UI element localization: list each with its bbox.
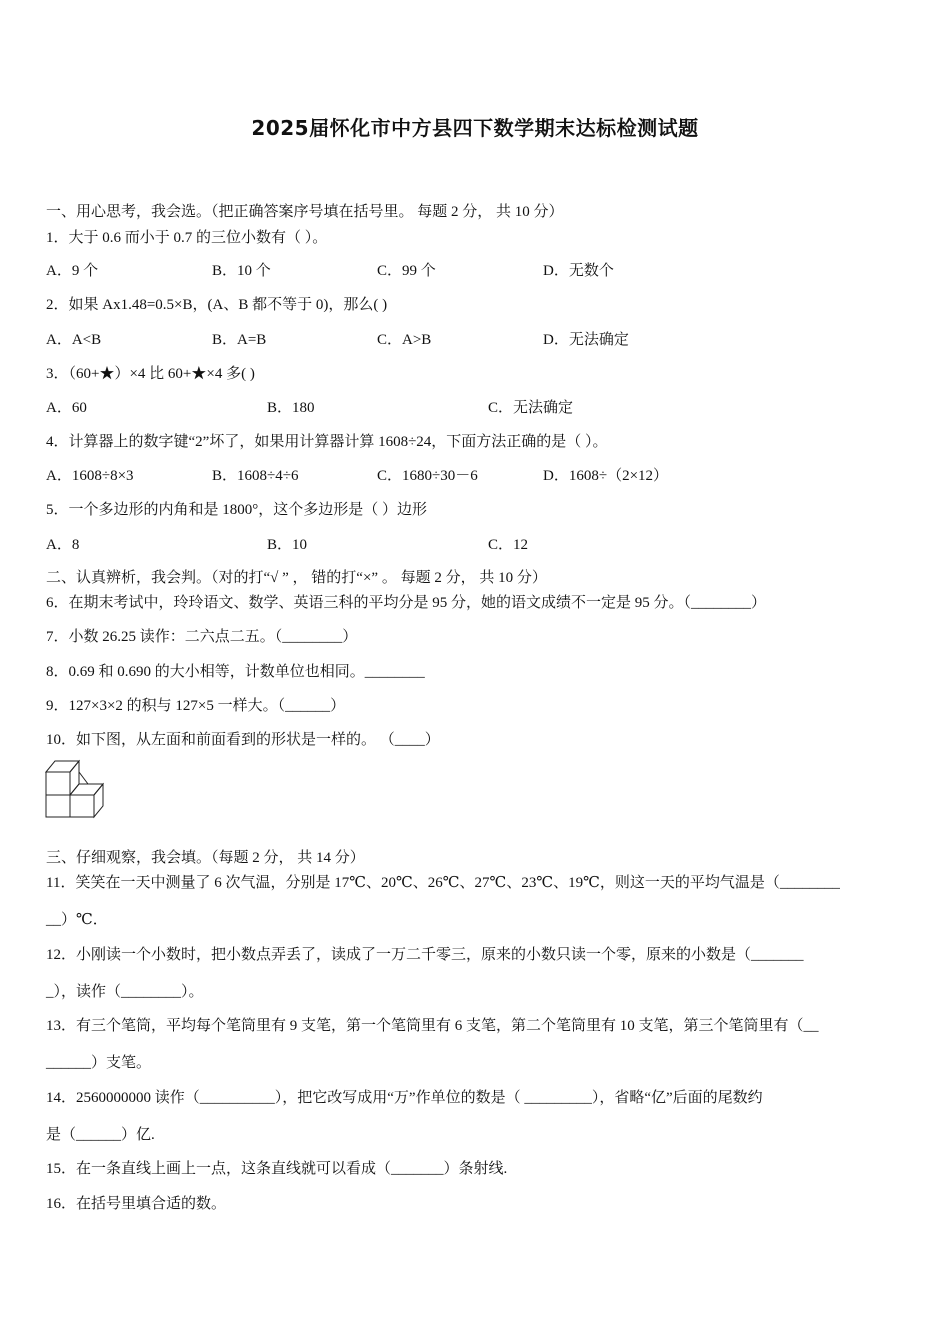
question-12-line-1: 12．小刚读一个小数时，把小数点弄丢了，读成了一万二千零三，原来的小数只读一个零，原来的小数是（_______ xyxy=(46,947,804,963)
q4-option-b: B．1608÷4÷6 xyxy=(212,468,299,484)
question-8: 8．0.69 和 0.690 的大小相等，计数单位也相同。________ xyxy=(46,664,425,680)
section-heading-2: 二、认真辨析，我会判。（对的打“√ ” ， 错的打“×” 。 每题 2 分， 共 10 分） xyxy=(46,570,547,586)
q5-option-b: B．10 xyxy=(267,537,308,553)
q4-option-d: D．1608÷（2×12） xyxy=(543,468,669,484)
q2-option-c: C．A>B xyxy=(377,332,432,348)
question-14-line-1: 14．2560000000 读作（__________），把它改写成用“万”作单位的数是（ _________），省略“亿”后面的尾数约 xyxy=(46,1090,763,1106)
bottom-right-cube-side xyxy=(94,784,103,817)
question-11-line-2: __）℃． xyxy=(46,912,108,928)
question-7: 7．小数 26.25 读作：二六点二五。（________） xyxy=(46,629,358,645)
question-16: 16．在括号里填合适的数。 xyxy=(46,1196,227,1212)
bottom-right-cube-front xyxy=(70,795,94,817)
q1-option-c: C．99 个 xyxy=(377,263,436,279)
question-10: 10．如下图，从左面和前面看到的形状是一样的。 （____） xyxy=(46,732,440,748)
q5-option-a: A．8 xyxy=(46,537,80,553)
q5-option-c: C．12 xyxy=(488,537,529,553)
question-12-line-2: _），读作（________）。 xyxy=(46,984,204,1000)
question-9: 9．127×3×2 的积与 127×5 一样大。（______） xyxy=(46,698,346,714)
question-11-line-1: 11．笑笑在一天中测量了 6 次气温，分别是 17℃、20℃、26℃、27℃、23℃、19℃，则这一天的平均气温是（________ xyxy=(46,875,840,891)
question-14-line-2: 是（______）亿. xyxy=(46,1127,155,1143)
q3-option-a: A．60 xyxy=(46,400,87,416)
page-title: 2025届怀化市中方县四下数学期末达标检测试题 xyxy=(251,116,699,140)
question-2: 2．如果 Ax1.48=0.5×B，(A、B 都不等于 0)，那么( ) xyxy=(46,297,388,313)
question-4: 4．计算器上的数字键“2”坏了，如果用计算器计算 1608÷24，下面方法正确的是（ ）。 xyxy=(46,434,608,450)
bottom-left-cube-front xyxy=(46,795,70,817)
question-1: 1．大于 0.6 而小于 0.7 的三位小数有（ ）。 xyxy=(46,230,328,246)
hidden-edge-2 xyxy=(79,772,88,784)
q4-option-c: C．1680÷30－6 xyxy=(377,468,478,484)
q1-option-d: D．无数个 xyxy=(543,263,614,279)
section-heading-1: 一、用心思考，我会选。（把正确答案序号填在括号里。 每题 2 分， 共 10 分） xyxy=(46,204,564,220)
q1-option-b: B．10 个 xyxy=(212,263,271,279)
q3-option-b: B．180 xyxy=(267,400,315,416)
question-13-line-2: ______）支笔。 xyxy=(46,1055,152,1071)
question-15: 15．在一条直线上画上一点，这条直线就可以看成（_______）条射线. xyxy=(46,1161,508,1177)
q2-option-b: B．A=B xyxy=(212,332,267,348)
q2-option-a: A．A<B xyxy=(46,332,102,348)
q1-option-a: A．9 个 xyxy=(46,263,99,279)
question-3: 3．（60+★）×4 比 60+★×4 多( ) xyxy=(46,366,255,382)
section-heading-3: 三、仔细观察，我会填。（每题 2 分， 共 14 分） xyxy=(46,850,365,866)
question-13-line-1: 13．有三个笔筒，平均每个笔筒里有 9 支笔，第一个笔筒里有 6 支笔，第二个笔筒里有 10 支笔，第三个笔筒里有（__ xyxy=(46,1018,819,1034)
top-cube-front xyxy=(46,772,70,795)
q4-option-a: A．1608÷8×3 xyxy=(46,468,134,484)
cube-stack-figure xyxy=(44,758,106,820)
question-6: 6．在期末考试中，玲玲语文、数学、英语三科的平均分是 95 分，她的语文成绩不一定是 95 分。（________） xyxy=(46,595,767,611)
q3-option-c: C．无法确定 xyxy=(488,400,574,416)
q2-option-d: D．无法确定 xyxy=(543,332,629,348)
question-5: 5．一个多边形的内角和是 1800°，这个多边形是（ ）边形 xyxy=(46,502,428,518)
